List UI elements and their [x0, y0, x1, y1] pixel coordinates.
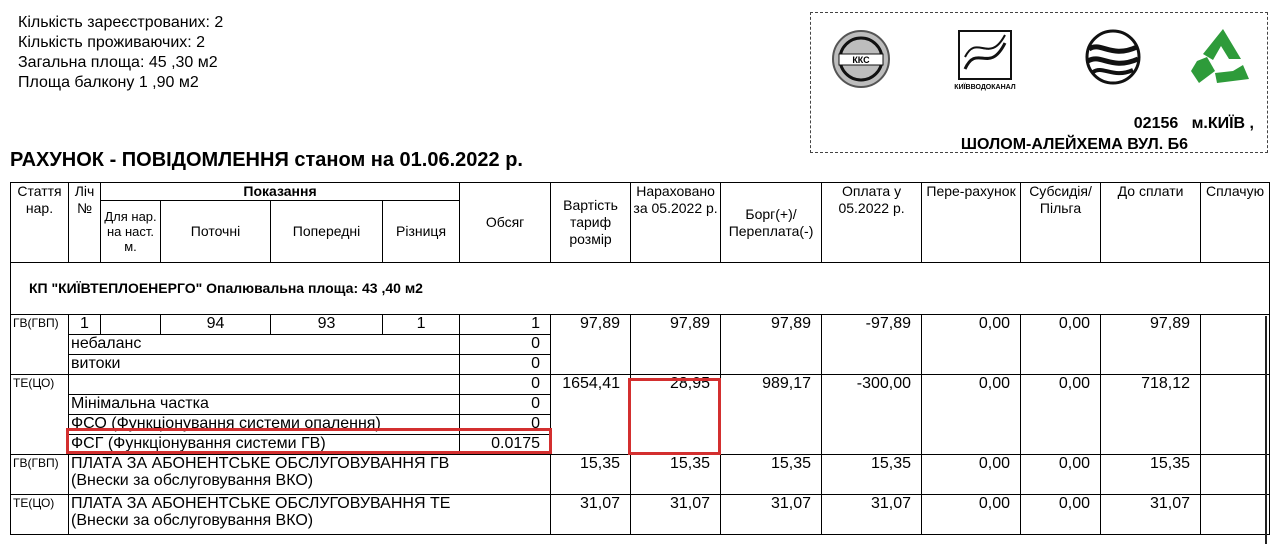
row-abon-gv-paying-input[interactable]: [1201, 455, 1270, 495]
balcony-area: Площа балкону 1 ,90 м2: [18, 74, 199, 91]
row-abon-te-recalc: 0,00: [922, 495, 1021, 535]
row-te-paying-input[interactable]: [1201, 375, 1270, 455]
header-previous: Попередні: [271, 201, 383, 263]
header-recalc: Пере-рахунок: [922, 183, 1021, 263]
header-paid: Оплата у 05.2022 р.: [822, 183, 922, 263]
header-for-accrual: Для нар. на наст. м.: [101, 201, 161, 263]
logos-strip: [811, 13, 1269, 113]
row-gv-recalc: 0,00: [922, 315, 1021, 375]
row-te-accrued: 28,95: [631, 375, 721, 455]
row-te-to-pay: 718,12: [1101, 375, 1201, 455]
bill-table: [10, 182, 1270, 535]
section-row: [11, 263, 1270, 315]
fsg-highlight-box: [66, 428, 552, 454]
row-imbalance-volume: 0: [460, 335, 551, 355]
row-abon-te-paid: 31,07: [822, 495, 922, 535]
row-fsg-label: ФСГ (Функціонування системи ГВ): [69, 435, 460, 455]
row-abon-gv-paid: 15,35: [822, 455, 922, 495]
row-abon-gv-tariff: 15,35: [551, 455, 631, 495]
row-gv-paying-input[interactable]: [1201, 315, 1270, 375]
row-gv-difference: 1: [383, 315, 460, 335]
row-leaks-label: витоки: [69, 355, 460, 375]
row-abon-gv-recalc: 0,00: [922, 455, 1021, 495]
row-abon-te-subsidy: 0,00: [1021, 495, 1101, 535]
header-accrued: Нараховано за 05.2022 р.: [631, 183, 721, 263]
row-gv-volume: 1: [460, 315, 551, 335]
table-row: [11, 315, 1270, 335]
row-abon-gv-label: [69, 455, 551, 495]
row-te-paid: -300,00: [822, 375, 922, 455]
address-line-2: ШОЛОМ-АЛЕЙХЕМА ВУЛ. Б6: [960, 136, 1188, 153]
row-te-subsidy: 0,00: [1021, 375, 1101, 455]
header-tariff: Вартість тариф розмір: [551, 183, 631, 263]
header-article: Стаття нар.: [11, 183, 69, 263]
header-current: Поточні: [161, 201, 271, 263]
row-abon-te-label-1: ПЛАТА ЗА АБОНЕНТСЬКЕ ОБСЛУГОВУВАННЯ ТЕ: [71, 495, 451, 512]
header-volume: Обсяг: [460, 183, 551, 263]
row-fsg-volume: 0.0175: [460, 435, 551, 455]
row-abon-gv-subsidy: 0,00: [1021, 455, 1101, 495]
waves-logo-icon: [1087, 31, 1139, 83]
row-abon-gv-debt: 15,35: [721, 455, 822, 495]
row-imbalance-label: небаланс: [69, 335, 460, 355]
row-te-recalc: 0,00: [922, 375, 1021, 455]
header-difference: Різниця: [383, 201, 460, 263]
row-min-share-label: Мінімальна частка: [69, 395, 460, 415]
document-title: РАХУНОК - ПОВІДОМЛЕННЯ станом на 01.06.2022 р.: [10, 149, 523, 171]
row-gv-current: 94: [161, 315, 271, 335]
total-area: Загальна площа: 45 ,30 м2: [18, 54, 218, 71]
row-abon-gv-label-2: (Внески за обслуговування ВКО): [71, 472, 314, 489]
row-gv-debt: 97,89: [721, 315, 822, 375]
table-row: [11, 495, 1270, 535]
table-row: [11, 455, 1270, 495]
row-gv-for-accrual: [101, 315, 161, 335]
account-info: [18, 13, 223, 93]
address-line-1: 02156 м.КИЇВ ,: [1133, 115, 1254, 132]
row-abon-te-label: [69, 495, 551, 535]
header-row-1: [11, 183, 1270, 201]
row-fso-label: ФСО (Функціонування системи опалення): [69, 415, 460, 435]
header-readings: Показання: [101, 183, 460, 201]
row-abon-gv-to-pay: 15,35: [1101, 455, 1201, 495]
row-gv-accrued: 97,89: [631, 315, 721, 375]
row-abon-te-debt: 31,07: [721, 495, 822, 535]
header-debt: Борг(+)/ Переплата(-): [721, 183, 822, 263]
row-leaks-volume: 0: [460, 355, 551, 375]
recycle-logo-icon: [1191, 29, 1249, 83]
row-te-blank: [69, 375, 460, 395]
header-to-pay: До сплати: [1101, 183, 1201, 263]
section-title: КП "КИЇВТЕПЛОЕНЕРГО" Опалювальна площа: 43 ,40 м2: [11, 263, 1270, 315]
header-subsidy: Субсидія/ Пільга: [1021, 183, 1101, 263]
row-abon-te-accrued: 31,07: [631, 495, 721, 535]
kks-logo-text: ККС: [852, 55, 870, 65]
row-gv-tariff: 97,89: [551, 315, 631, 375]
kks-logo-icon: [833, 31, 889, 87]
row-abon-te-code: ТЕ(ЦО): [11, 495, 69, 535]
row-abon-te-to-pay: 31,07: [1101, 495, 1201, 535]
row-te-tariff: 1654,41: [551, 375, 631, 455]
paying-column-edge: [1265, 316, 1267, 544]
residents-count: Кількість проживаючих: 2: [18, 34, 206, 51]
row-gv-meter: 1: [69, 315, 101, 335]
row-gv-paid: -97,89: [822, 315, 922, 375]
row-abon-gv-code: ГВ(ГВП): [11, 455, 69, 495]
row-gv-subsidy: 0,00: [1021, 315, 1101, 375]
row-gv-code: ГВ(ГВП): [11, 315, 69, 375]
accrued-highlight-box: [628, 378, 721, 455]
kyivvodokanal-logo-icon: [954, 31, 1015, 91]
row-abon-gv-accrued: 15,35: [631, 455, 721, 495]
registered-count: Кількість зареєстрованих: 2: [18, 14, 224, 31]
row-abon-te-tariff: 31,07: [551, 495, 631, 535]
header-meter: Ліч №: [69, 183, 101, 263]
row-te-volume: 0: [460, 375, 551, 395]
row-gv-to-pay: 97,89: [1101, 315, 1201, 375]
row-te-debt: 989,17: [721, 375, 822, 455]
row-min-share-volume: 0: [460, 395, 551, 415]
row-fso-volume: 0: [460, 415, 551, 435]
header-paying: Сплачую: [1201, 183, 1270, 263]
kyivvodokanal-logo-text: КИЇВВОДОКАНАЛ: [954, 84, 1016, 91]
row-abon-gv-label-1: ПЛАТА ЗА АБОНЕНТСЬКЕ ОБСЛУГОВУВАННЯ ГВ: [71, 455, 450, 472]
row-gv-previous: 93: [271, 315, 383, 335]
row-abon-te-paying-input[interactable]: [1201, 495, 1270, 535]
row-te-code: ТЕ(ЦО): [11, 375, 69, 455]
row-abon-te-label-2: (Внески за обслуговування ВКО): [71, 512, 314, 529]
